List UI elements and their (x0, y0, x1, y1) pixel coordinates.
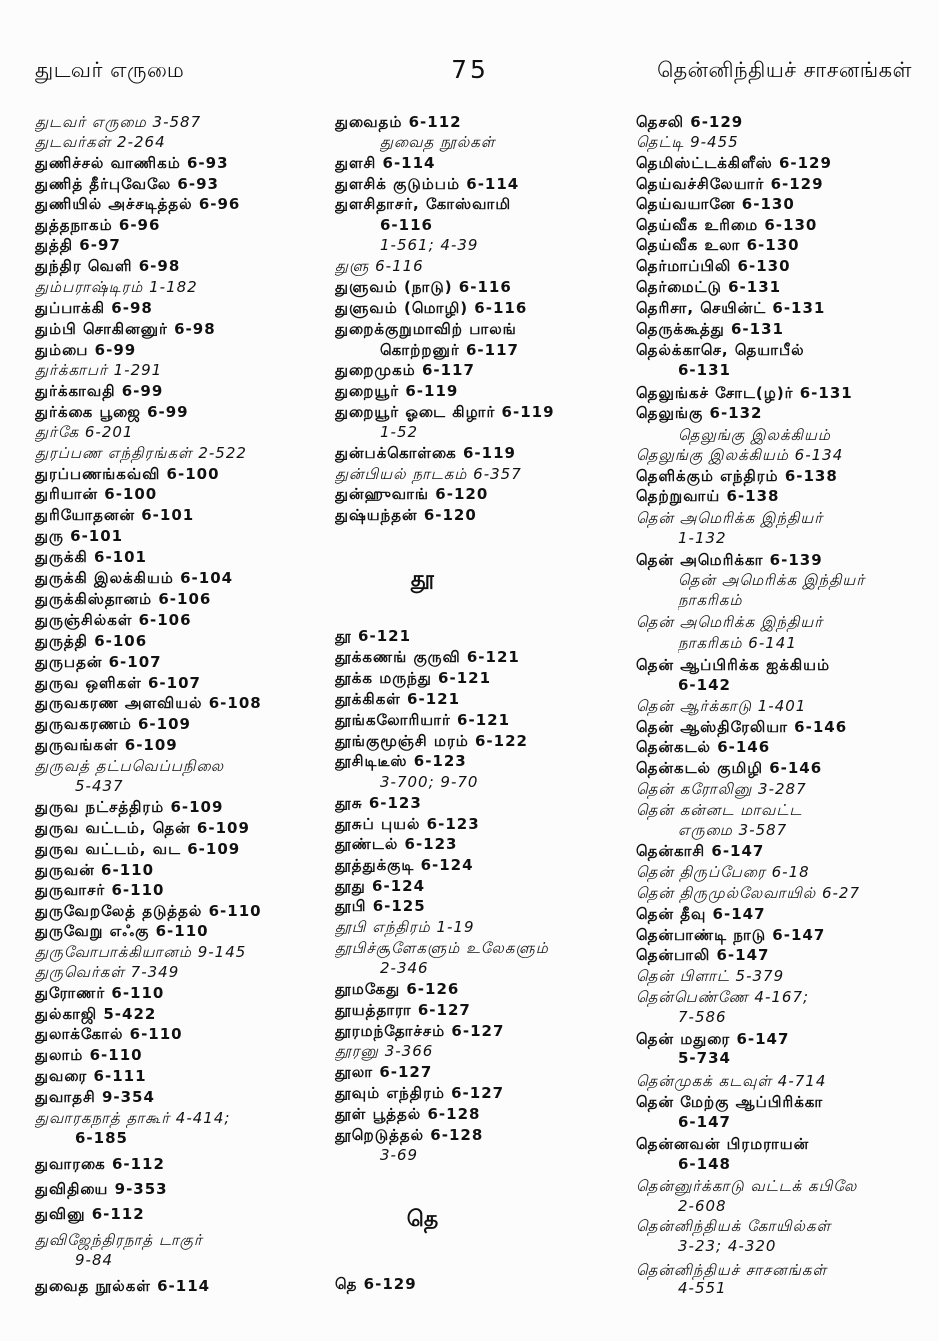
index-entry: துல்காஜி 5-422 (35, 1005, 157, 1023)
index-entry: துரப்பண எந்திரங்கள் 2-522 (35, 444, 247, 462)
index-entry-continuation: 1-52 (380, 423, 419, 441)
index-entry: தூபி 6-125 (335, 897, 426, 915)
index-entry: தென் அமெரிக்க இந்தியர் (636, 613, 824, 631)
index-entry: தூபிச்சூளேகளும் உலேகளும் (335, 939, 549, 957)
index-entry: துருக்கிஸ்தானம் 6-106 (35, 590, 212, 608)
index-entry: தெல்க்காசெ, தெயாபீல் (636, 341, 805, 359)
index-entry: தூ 6-121 (335, 627, 412, 645)
index-entry: துறையூர் ஓடை கிழார் 6-119 (335, 403, 555, 421)
index-entry: தென்னிந்தியக் கோயில்கள் (636, 1217, 832, 1235)
index-entry: தெய்வீக உரிமை 6-130 (636, 216, 818, 234)
index-entry: துருத்தி 6-106 (35, 632, 148, 650)
index-entry: துளசிக் குடும்பம் 6-114 (335, 175, 520, 193)
index-entry-continuation: 6-116 (380, 216, 433, 234)
index-entry: தென் கரோலினு 3-287 (636, 780, 807, 798)
index-entry: துரியான் 6-100 (35, 485, 158, 503)
index-entry: துர்க்காவதி 6-99 (35, 382, 164, 400)
index-entry: துணிச்சல் வாணிகம் 6-93 (35, 154, 229, 172)
index-entry: துறைமுகம் 6-117 (335, 361, 475, 379)
index-entry: தெய்வீக உலா 6-130 (636, 236, 800, 254)
index-entry: தெரிசா, செயின்ட் 6-131 (636, 299, 826, 317)
index-entry: துணித் தீர்புவேலே 6-93 (35, 175, 219, 193)
index-entry: துளசிதாசர், கோஸ்வாமி (335, 195, 512, 213)
index-entry: துளுவம் (மொழி) 6-116 (335, 299, 528, 317)
index-entry-continuation: 6-142 (678, 676, 731, 694)
index-entry: தெற்றுவாய் 6-138 (636, 487, 780, 505)
index-entry: தென்பாண்டி நாடு 6-147 (636, 926, 826, 944)
index-entry: தென்கடல் குமிழி 6-146 (636, 759, 823, 777)
index-entry: தும்பி சொகினனுர் 6-98 (35, 320, 216, 338)
index-entry: துருவகரண அளவியல் 6-108 (35, 694, 262, 712)
index-entry: துறைக்குறுமாவிற் பாலங் (335, 320, 517, 338)
index-entry-continuation: 3-700; 9-70 (380, 773, 479, 791)
index-entry: தூக்கணங் குருவி 6-121 (335, 648, 520, 666)
index-entry: துர்க்கை பூஜை 6-99 (35, 403, 189, 421)
index-column-2 (335, 0, 625, 1341)
page-number: 75 (451, 55, 489, 84)
index-entry-continuation: 6-147 (678, 1113, 731, 1131)
index-entry: தெளிக்கும் எந்திரம் 6-138 (636, 467, 838, 485)
section-heading: தெ (406, 1207, 439, 1232)
index-entry: தென் கன்னட மாவட்ட (636, 801, 803, 819)
index-entry-continuation: துவைத நூல்கள் (380, 133, 496, 151)
index-entry: தூரமந்தோச்சம் 6-127 (335, 1022, 505, 1040)
index-entry-continuation: 1-561; 4-39 (380, 236, 479, 254)
index-entry: தூக்கிகள் 6-121 (335, 690, 461, 708)
index-entry: துரு 6-101 (35, 527, 124, 545)
index-entry: துருவங்கள் 6-109 (35, 736, 178, 754)
index-entry: துடவர்கள் 2-264 (35, 133, 166, 151)
index-entry-continuation: 5-734 (678, 1049, 731, 1067)
index-entry: துறையூர் 6-119 (335, 382, 459, 400)
index-entry-continuation: 4-551 (678, 1279, 727, 1297)
index-entry: துருவ வட்டம், தென் 6-109 (35, 819, 250, 837)
index-entry: துரியோதனன் 6-101 (35, 506, 195, 524)
index-entry: தெலுங்கச் சோட(ழ)ர் 6-131 (636, 384, 853, 402)
index-entry: தென் திருமுல்லேவாயில் 6-27 (636, 884, 861, 902)
index-entry: துணியில் அச்சடித்தல் 6-96 (35, 195, 241, 213)
index-entry: தூமகேது 6-126 (335, 980, 460, 998)
index-entry: தெய்வயானே 6-130 (636, 195, 795, 213)
index-entry: துரோணர் 6-110 (35, 984, 165, 1002)
index-entry-continuation: கொற்றனுர் 6-117 (380, 341, 519, 359)
index-entry: தூவும் எந்திரம் 6-127 (335, 1084, 505, 1102)
index-entry: துரப்பணங்கவ்வி 6-100 (35, 465, 220, 483)
index-entry-continuation: நாகரிகம் 6-141 (678, 634, 797, 652)
running-head-right: தென்னிந்தியச் சாசனங்கள் (657, 58, 912, 82)
index-entry: தென் தீவு 6-147 (636, 905, 766, 923)
index-entry: தெர்மைட்டு 6-131 (636, 278, 782, 296)
index-entry: துன்பக்கொள்கை 6-119 (335, 444, 516, 462)
index-entry: துளு 6-116 (335, 257, 424, 275)
index-entry: துன்ஹுவாங் 6-120 (335, 485, 489, 503)
index-entry: தெருக்கூத்து 6-131 (636, 320, 784, 338)
section-heading: தூ (410, 567, 435, 592)
index-entry: துருஞ்சில்கள் 6-106 (35, 611, 192, 629)
index-entry: தெய்வச்சிலேயார் 6-129 (636, 175, 824, 193)
index-entry: துருபதன் 6-107 (35, 653, 162, 671)
index-entry: துவாதசி 9-354 (35, 1088, 155, 1106)
index-entry: தெர்மாப்பிலி 6-130 (636, 257, 791, 275)
index-entry: தும்பை 6-99 (35, 341, 137, 359)
index-entry: துத்தி 6-97 (35, 236, 121, 254)
index-entry: துவைத நூல்கள் 6-114 (35, 1277, 211, 1295)
index-entry: துருவத் தட்பவெப்பநிலை (35, 757, 225, 775)
index-entry: தெலுங்கு இலக்கியம் 6-134 (636, 446, 844, 464)
index-entry: துவரை 6-111 (35, 1067, 147, 1085)
index-entry: தென்னுர்க்காடு வட்டக் கபிலே (636, 1177, 858, 1195)
index-entry-continuation: எருமை 3-587 (678, 821, 788, 839)
index-entry: தூலா 6-127 (335, 1063, 433, 1081)
index-entry: துன்பியல் நாடகம் 6-357 (335, 465, 522, 483)
index-column-1 (35, 0, 327, 1341)
index-entry: தென் ஆஸ்திரேலியா 6-146 (636, 718, 848, 736)
index-entry: துருவன் 6-110 (35, 861, 155, 879)
running-head-left: துடவர் எருமை (35, 58, 185, 82)
index-entry: துருவெர்கள் 7-349 (35, 963, 180, 981)
index-entry: தூத்துக்குடி 6-124 (335, 856, 474, 874)
index-entry: தென் ஆப்பிரிக்க ஐக்கியம் (636, 656, 831, 674)
index-entry: துருக்கி இலக்கியம் 6-104 (35, 569, 234, 587)
index-entry-continuation: தெலுங்கு இலக்கியம் (678, 426, 831, 444)
index-entry: தென் அமெரிக்கா 6-139 (636, 551, 823, 569)
index-entry: தூள் பூத்தல் 6-128 (335, 1105, 481, 1123)
index-entry: துருவாசர் 6-110 (35, 881, 165, 899)
index-entry: துருவ ஒளிகள் 6-107 (35, 674, 201, 692)
index-entry: துடவர் எருமை 3-587 (35, 113, 202, 131)
index-entry-continuation: 3-69 (380, 1146, 419, 1164)
index-entry: தும்பராஷ்டிரம் 1-182 (35, 278, 198, 296)
index-entry: தூசுப் புயல் 6-123 (335, 815, 480, 833)
index-entry: தூறெடுத்தல் 6-128 (335, 1126, 484, 1144)
index-entry: துவிதியை 9-353 (35, 1180, 168, 1198)
index-entry: தென் ஆர்க்காடு 1-401 (636, 697, 807, 715)
index-entry: தென்னிந்தியச் சாசனங்கள் (636, 1261, 828, 1279)
index-entry: தெ 6-129 (335, 1275, 417, 1293)
index-entry: தென்கடல் 6-146 (636, 738, 771, 756)
index-entry: தென் அமெரிக்க இந்தியர் (636, 509, 824, 527)
index-entry: தெலுங்கு 6-132 (636, 404, 763, 422)
index-entry: துவைதம் 6-112 (335, 113, 462, 131)
index-entry-continuation: 2-608 (678, 1197, 727, 1215)
index-entry: துவாரகநாத் தாகூர் 4-414; (35, 1109, 231, 1127)
index-entry: தென்னவன் பிரமராயன் (636, 1135, 810, 1153)
index-entry: துத்தநாகம் 6-96 (35, 216, 161, 234)
index-entry: துவிஜேந்திரநாத் டாகுர் (35, 1231, 203, 1249)
index-entry: துந்திர வெளி 6-98 (35, 257, 181, 275)
index-entry-continuation: தென் அமெரிக்க இந்தியர் (678, 571, 866, 589)
index-entry: தூசு 6-123 (335, 794, 422, 812)
index-entry-continuation: 7-586 (678, 1008, 727, 1026)
index-entry: தென்பெண்ணே 4-167; (636, 988, 810, 1006)
index-entry: தெட்டி 9-455 (636, 133, 739, 151)
index-entry: துருவ வட்டம், வட 6-109 (35, 840, 241, 858)
index-entry-continuation: 3-23; 4-320 (678, 1237, 777, 1255)
index-entry-continuation: நாகரிகம் (678, 591, 743, 609)
index-entry: துருவகரணம் 6-109 (35, 715, 191, 733)
index-entry-continuation: 2-346 (380, 959, 429, 977)
index-entry: தூங்கலோரியார் 6-121 (335, 711, 511, 729)
index-entry: தென் பிளாட் 5-379 (636, 967, 785, 985)
index-entry: தெமிஸ்ட்டக்கிளீஸ் 6-129 (636, 154, 832, 172)
index-entry: தென்முகக் கடவுள் 4-714 (636, 1072, 827, 1090)
index-entry: துவினு 6-112 (35, 1205, 145, 1223)
index-entry-continuation: 9-84 (75, 1251, 114, 1269)
index-entry-continuation: 6-148 (678, 1155, 731, 1173)
index-entry-continuation: 1-132 (678, 529, 727, 547)
index-entry: துலாம் 6-110 (35, 1046, 143, 1064)
index-entry: தென்காசி 6-147 (636, 842, 765, 860)
index-entry-continuation: 5-437 (75, 777, 124, 795)
index-entry: தூசிடிடீஸ் 6-123 (335, 752, 467, 770)
index-entry: தூண்டல் 6-123 (335, 835, 458, 853)
index-column-3 (636, 0, 926, 1341)
index-entry: துருவோபாக்கியானம் 9-145 (35, 943, 247, 961)
index-entry: தூரனு 3-366 (335, 1042, 434, 1060)
index-entry: துருக்கி 6-101 (35, 548, 147, 566)
index-entry: தென் மேற்கு ஆப்பிரிக்கா (636, 1093, 824, 1111)
index-entry-continuation: 6-185 (75, 1129, 128, 1147)
index-entry: தென் மதுரை 6-147 (636, 1030, 790, 1048)
index-entry: தென் திருப்பேரை 6-18 (636, 863, 810, 881)
index-entry: துருவேறு எஃகு 6-110 (35, 922, 209, 940)
index-entry: தூபி எந்திரம் 1-19 (335, 918, 475, 936)
index-entry: துப்பாக்கி 6-98 (35, 299, 153, 317)
index-entry: தூது 6-124 (335, 877, 426, 895)
index-entry: துருவேறலேத் தடுத்தல் 6-110 (35, 902, 262, 920)
index-entry: துஷ்யந்தன் 6-120 (335, 506, 477, 524)
index-entry: தூயத்தாரா 6-127 (335, 1001, 471, 1019)
index-entry: துர்க்காபர் 1-291 (35, 361, 163, 379)
index-entry: துளுவம் (நாடு) 6-116 (335, 278, 512, 296)
index-entry: தெசலி 6-129 (636, 113, 744, 131)
index-entry: தூங்குமூஞ்சி மரம் 6-122 (335, 732, 528, 750)
index-entry: துர்கே 6-201 (35, 423, 134, 441)
index-entry: துளசி 6-114 (335, 154, 436, 172)
index-entry: தூக்க மருந்து 6-121 (335, 669, 492, 687)
index-entry: துருவ நட்சத்திரம் 6-109 (35, 798, 224, 816)
index-entry: துவாரகை 6-112 (35, 1155, 165, 1173)
index-entry: தென்பாலி 6-147 (636, 946, 770, 964)
index-entry-continuation: 6-131 (678, 361, 731, 379)
index-entry: துலாக்கோல் 6-110 (35, 1025, 183, 1043)
